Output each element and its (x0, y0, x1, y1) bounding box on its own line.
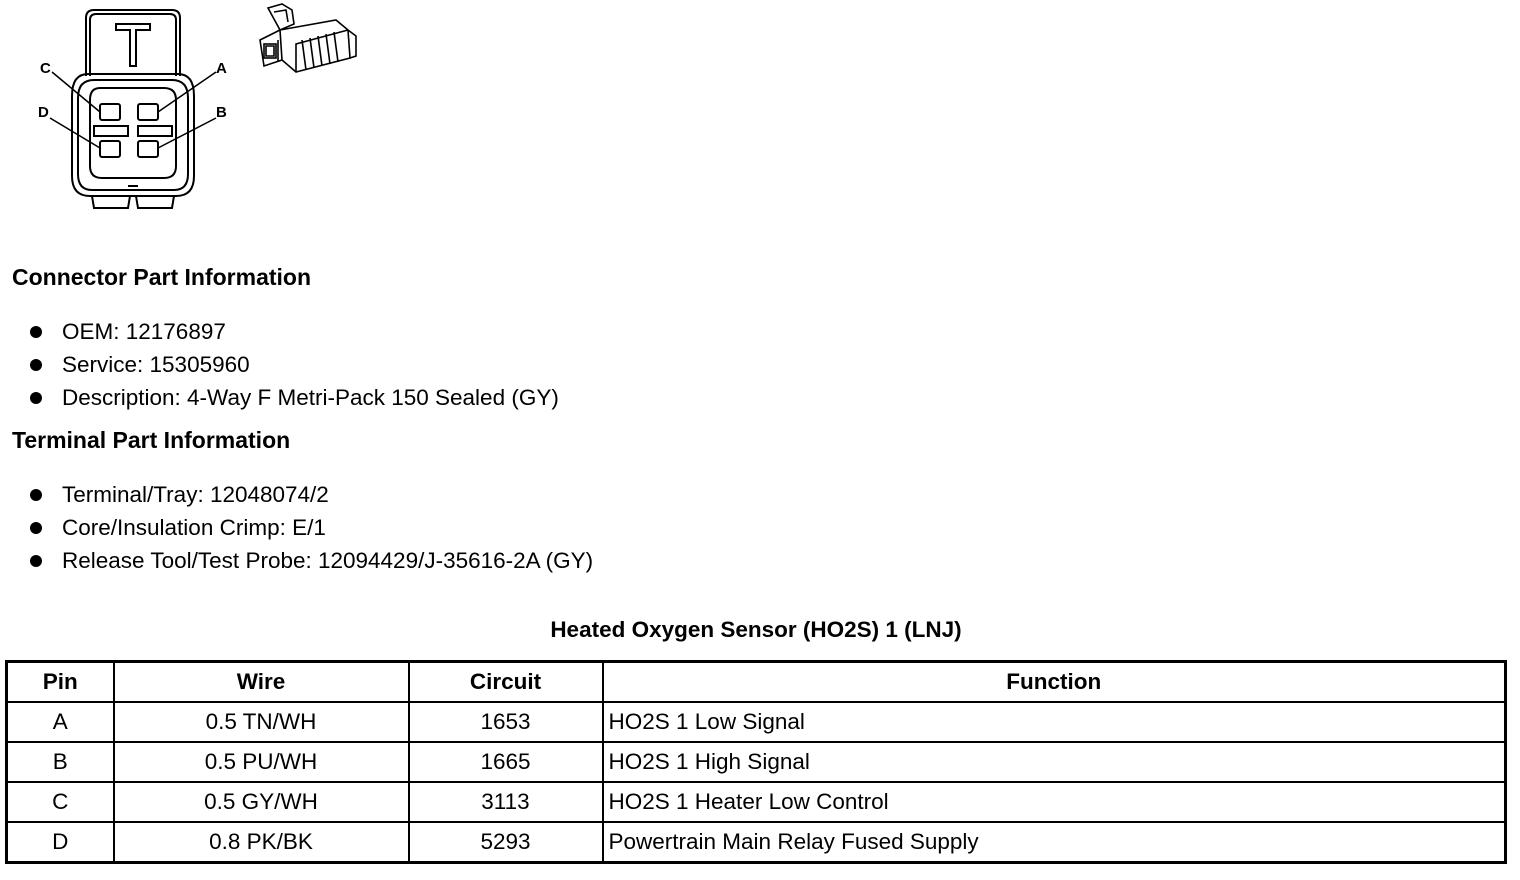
connector-isometric-view (252, 0, 362, 86)
pin-cell: B (7, 742, 114, 782)
bullet-icon (30, 522, 42, 534)
table-row (7, 782, 1506, 822)
bullet-icon (30, 489, 42, 501)
function-cell: HO2S 1 High Signal (603, 742, 1506, 782)
wire-cell: 0.8 PK/BK (114, 822, 409, 863)
list-item (28, 384, 559, 417)
table-row (7, 742, 1506, 782)
bullet-icon (30, 359, 42, 371)
table-header-row (7, 662, 1506, 703)
circuit-cell: 1665 (409, 742, 603, 782)
connector-part-heading: Connector Part Information (12, 264, 312, 290)
pin-table (5, 660, 1507, 864)
function-cell: HO2S 1 Heater Low Control (603, 782, 1506, 822)
pin-label-b: B (216, 104, 227, 121)
function-cell: Powertrain Main Relay Fused Supply (603, 822, 1506, 863)
table-row (7, 702, 1506, 742)
connector-face-diagram (30, 0, 227, 215)
connector-service-text: Service: 15305960 (62, 352, 250, 377)
list-item (28, 514, 593, 547)
pin-cell: D (7, 822, 114, 863)
bullet-icon (30, 392, 42, 404)
list-item (28, 481, 593, 514)
wire-cell: 0.5 TN/WH (114, 702, 409, 742)
column-header-function: Function (603, 662, 1506, 703)
connector-oem-text: OEM: 12176897 (62, 319, 226, 344)
pin-cell: C (7, 782, 114, 822)
terminal-part-heading: Terminal Part Information (12, 427, 291, 453)
function-cell: HO2S 1 Low Signal (603, 702, 1506, 742)
pin-cell: A (7, 702, 114, 742)
connector-description-text: Description: 4-Way F Metri-Pack 150 Sealed (GY) (62, 385, 559, 410)
circuit-cell: 3113 (409, 782, 603, 822)
bullet-icon (30, 555, 42, 567)
list-item (28, 318, 559, 351)
crimp-text: Core/Insulation Crimp: E/1 (62, 515, 326, 540)
connector-part-list (28, 318, 559, 417)
release-tool-text: Release Tool/Test Probe: 12094429/J-35616-2A (GY) (62, 548, 594, 573)
pin-label-d: D (38, 104, 49, 121)
bullet-icon (30, 326, 42, 338)
column-header-circuit: Circuit (409, 662, 603, 703)
circuit-cell: 1653 (409, 702, 603, 742)
pin-label-c: C (40, 60, 51, 77)
list-item (28, 547, 593, 580)
terminal-tray-text: Terminal/Tray: 12048074/2 (62, 482, 329, 507)
pin-label-a: A (216, 60, 227, 77)
circuit-cell: 5293 (409, 822, 603, 863)
wire-cell: 0.5 GY/WH (114, 782, 409, 822)
column-header-wire: Wire (114, 662, 409, 703)
column-header-pin: Pin (7, 662, 114, 703)
table-row (7, 822, 1506, 863)
pin-table-title: Heated Oxygen Sensor (HO2S) 1 (LNJ) (550, 617, 962, 642)
wire-cell: 0.5 PU/WH (114, 742, 409, 782)
terminal-part-list (28, 481, 593, 580)
list-item (28, 351, 559, 384)
